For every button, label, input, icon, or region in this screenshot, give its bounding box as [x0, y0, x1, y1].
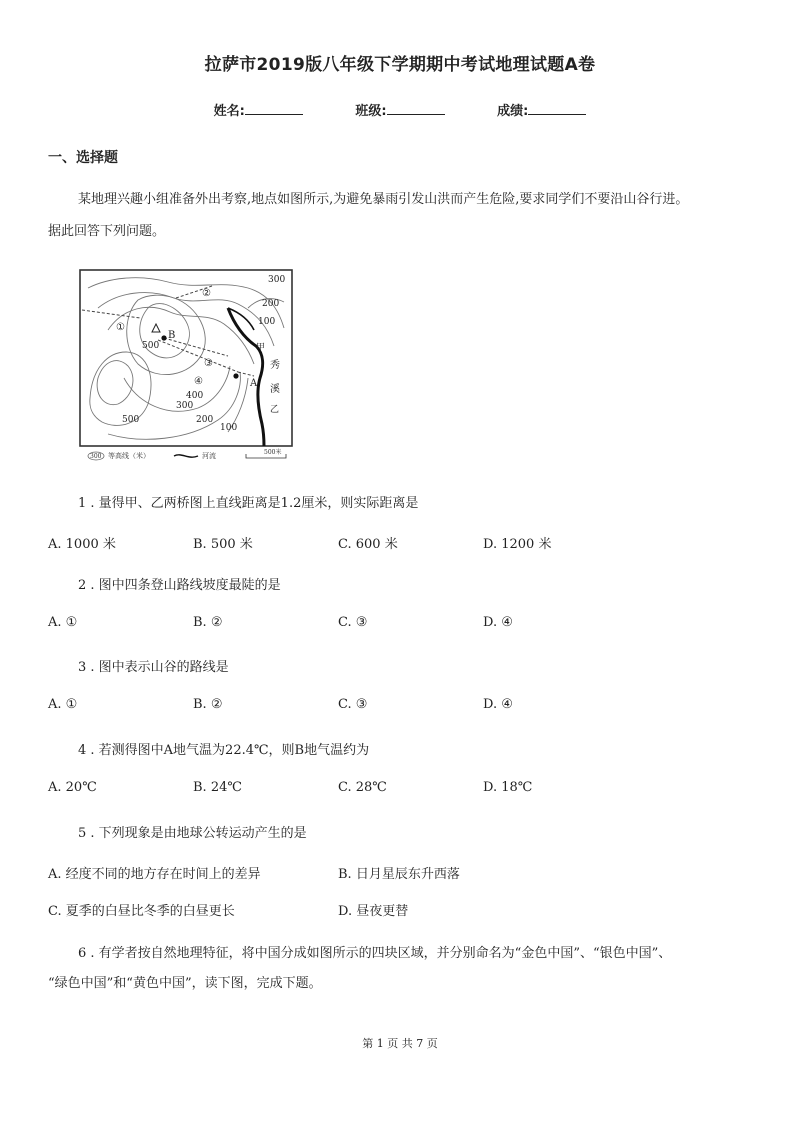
- question-2: 2 . 图中四条登山路线坡度最陡的是: [78, 578, 281, 593]
- option-d[interactable]: D. 1200 米: [483, 537, 552, 552]
- name-field[interactable]: 姓名:: [214, 100, 303, 119]
- river-label-xi: 溪: [270, 384, 280, 395]
- question-1: 1 . 量得甲、乙两桥图上直线距离是1.2厘米，则实际距离是: [78, 496, 419, 511]
- contour-label: 200: [262, 299, 280, 309]
- point-label-b: B: [168, 330, 176, 341]
- option-a[interactable]: A. 1000 米: [48, 537, 116, 552]
- point-label-a: A: [250, 378, 258, 389]
- contour-label: 300: [268, 275, 286, 285]
- contour-label: 500: [142, 341, 160, 351]
- bridge-label-jia: 甲: [256, 343, 266, 353]
- option-b[interactable]: B. ②: [193, 615, 223, 630]
- contour-label: 300: [176, 401, 194, 411]
- score-field[interactable]: 成绩:: [497, 100, 586, 119]
- contour-map-figure: [78, 268, 298, 464]
- question-3: 3 . 图中表示山谷的路线是: [78, 660, 229, 675]
- map-legend: [88, 448, 286, 460]
- contour-label: 400: [186, 391, 204, 401]
- contour-label: 500: [122, 415, 140, 425]
- option-d[interactable]: D. 昼夜更替: [338, 904, 409, 919]
- question-4: 4 . 若测得图中A地气温为22.4℃，则B地气温约为: [78, 743, 370, 758]
- section-title: 一、选择题: [48, 150, 118, 166]
- svg-text:等高线（米）: 等高线（米）: [108, 452, 150, 460]
- svg-text:300: 300: [90, 453, 102, 460]
- intro-line-2: 据此回答下列问题。: [48, 224, 166, 239]
- page-title: 拉萨市2019版八年级下学期期中考试地理试题A卷: [204, 55, 596, 75]
- route-label-4: ④: [194, 376, 203, 387]
- question-6-line-1: 6 . 有学者按自然地理特征，将中国分成如图所示的四块区域，并分别命名为“金色中国”、“银色中国”、: [78, 946, 672, 961]
- option-c[interactable]: C. ③: [338, 615, 368, 630]
- page-footer: 第 1 页 共 7 页: [362, 1037, 438, 1050]
- option-a[interactable]: A. ①: [48, 697, 78, 712]
- class-field[interactable]: 班级:: [355, 100, 444, 119]
- option-b[interactable]: B. 日月星辰东升西落: [338, 867, 460, 882]
- river-label-xiu: 秀: [270, 360, 280, 371]
- option-d[interactable]: D. ④: [483, 697, 513, 712]
- option-b[interactable]: B. 24℃: [193, 780, 242, 795]
- route-label-1: ①: [116, 322, 125, 333]
- peak-triangle-icon: [152, 324, 160, 332]
- route-label-2: ②: [202, 288, 211, 299]
- svg-text:500米: 500米: [264, 449, 282, 456]
- contour-label: 200: [196, 415, 214, 425]
- point-b-marker: [161, 335, 166, 340]
- bridge-label-yi: 乙: [270, 405, 280, 415]
- point-a-marker: [233, 373, 238, 378]
- option-c[interactable]: C. 28℃: [338, 780, 387, 795]
- option-b[interactable]: B. ②: [193, 697, 223, 712]
- option-c[interactable]: C. ③: [338, 697, 368, 712]
- option-a[interactable]: A. 经度不同的地方存在时间上的差异: [48, 867, 261, 882]
- option-c[interactable]: C. 600 米: [338, 537, 398, 552]
- student-info: [0, 100, 800, 119]
- option-b[interactable]: B. 500 米: [193, 537, 253, 552]
- question-6-line-2: “绿色中国”和“黄色中国”，读下图，完成下题。: [48, 976, 322, 991]
- option-c[interactable]: C. 夏季的白昼比冬季的白昼更长: [48, 904, 235, 919]
- question-5: 5 . 下列现象是由地球公转运动产生的是: [78, 826, 307, 841]
- contour-lines: [88, 278, 284, 440]
- svg-text:河流: 河流: [202, 452, 216, 460]
- option-a[interactable]: A. 20℃: [48, 780, 97, 795]
- option-d[interactable]: D. ④: [483, 615, 513, 630]
- intro-line-1: 某地理兴趣小组准备外出考察,地点如图所示,为避免暴雨引发山洪而产生危险,要求同学们不要沿山谷行进。: [78, 192, 689, 207]
- option-d[interactable]: D. 18℃: [483, 780, 533, 795]
- route-label-3: ③: [204, 358, 213, 369]
- contour-label: 100: [258, 317, 276, 327]
- contour-label: 100: [220, 423, 238, 433]
- option-a[interactable]: A. ①: [48, 615, 78, 630]
